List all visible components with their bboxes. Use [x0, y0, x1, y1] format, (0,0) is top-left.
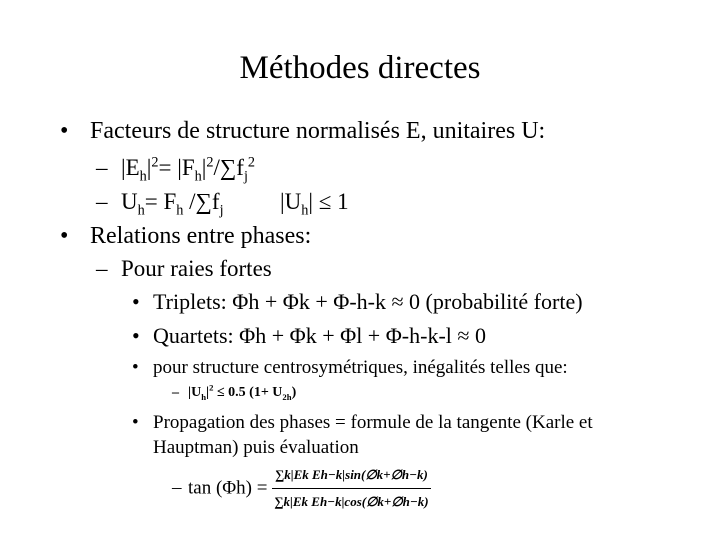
equation-unitary-bound: $|U_h| \le 1$: [280, 189, 349, 219]
propagation-text-line2: Hauptman) puis évaluation: [153, 437, 359, 458]
bullet-marker: •: [60, 223, 69, 249]
dash-marker: –: [172, 477, 182, 498]
sub-bullet-strong-reflections: Pour raies fortes: [121, 256, 272, 281]
dot-marker: •: [132, 412, 139, 433]
bullet-text: Facteurs de structure normalisés: [90, 118, 400, 144]
propagation-text-line1: Propagation des phases = formule de la tangente (Karle et: [153, 412, 593, 433]
triplets-text: Triplets: Φh + Φk + Φ-h-k ≈ 0 (probabilité forte): [153, 289, 583, 314]
tangent-denominator: ∑k|Ek Eh−k|cos(∅k+∅h−k): [274, 494, 429, 509]
page-title: Méthodes directes: [239, 50, 481, 86]
dash-marker: –: [172, 385, 179, 400]
dash-marker: –: [96, 256, 108, 281]
equation-normalized: $|E_h|^2= |F_h|^2/\sum f_j^2$: [121, 154, 256, 185]
dot-marker: •: [132, 289, 140, 314]
tangent-numerator: ∑k|Ek Eh−k|sin(∅k+∅h−k): [272, 463, 430, 489]
dot-marker: •: [132, 357, 139, 378]
bullet-marker: •: [60, 118, 69, 144]
dash-marker: –: [96, 155, 108, 180]
dash-marker: –: [96, 189, 108, 214]
inequality-text: $|U_h|^2 \le 0.5$ $(1+ U_{2h})$: [188, 382, 297, 402]
dot-marker: •: [132, 323, 140, 348]
tangent-fraction: [272, 463, 430, 514]
tangent-formula: [188, 463, 431, 514]
equation-unitary: $U_h= F_h$ $/\sum f_j$: [121, 189, 224, 219]
centrosymmetric-text: pour structure centrosymétriques, inégalités telles que:: [153, 357, 568, 378]
quartets-text: Quartets: Φh + Φk + Φl + Φ-h-k-l ≈ 0: [153, 323, 486, 348]
bullet-phase-relations: Relations entre phases:: [90, 223, 312, 249]
bullet-structure-factors: Facteurs de structure normalisés E, unitaires U:: [90, 118, 546, 144]
tangent-lhs: tan (Φh) =: [188, 477, 268, 499]
